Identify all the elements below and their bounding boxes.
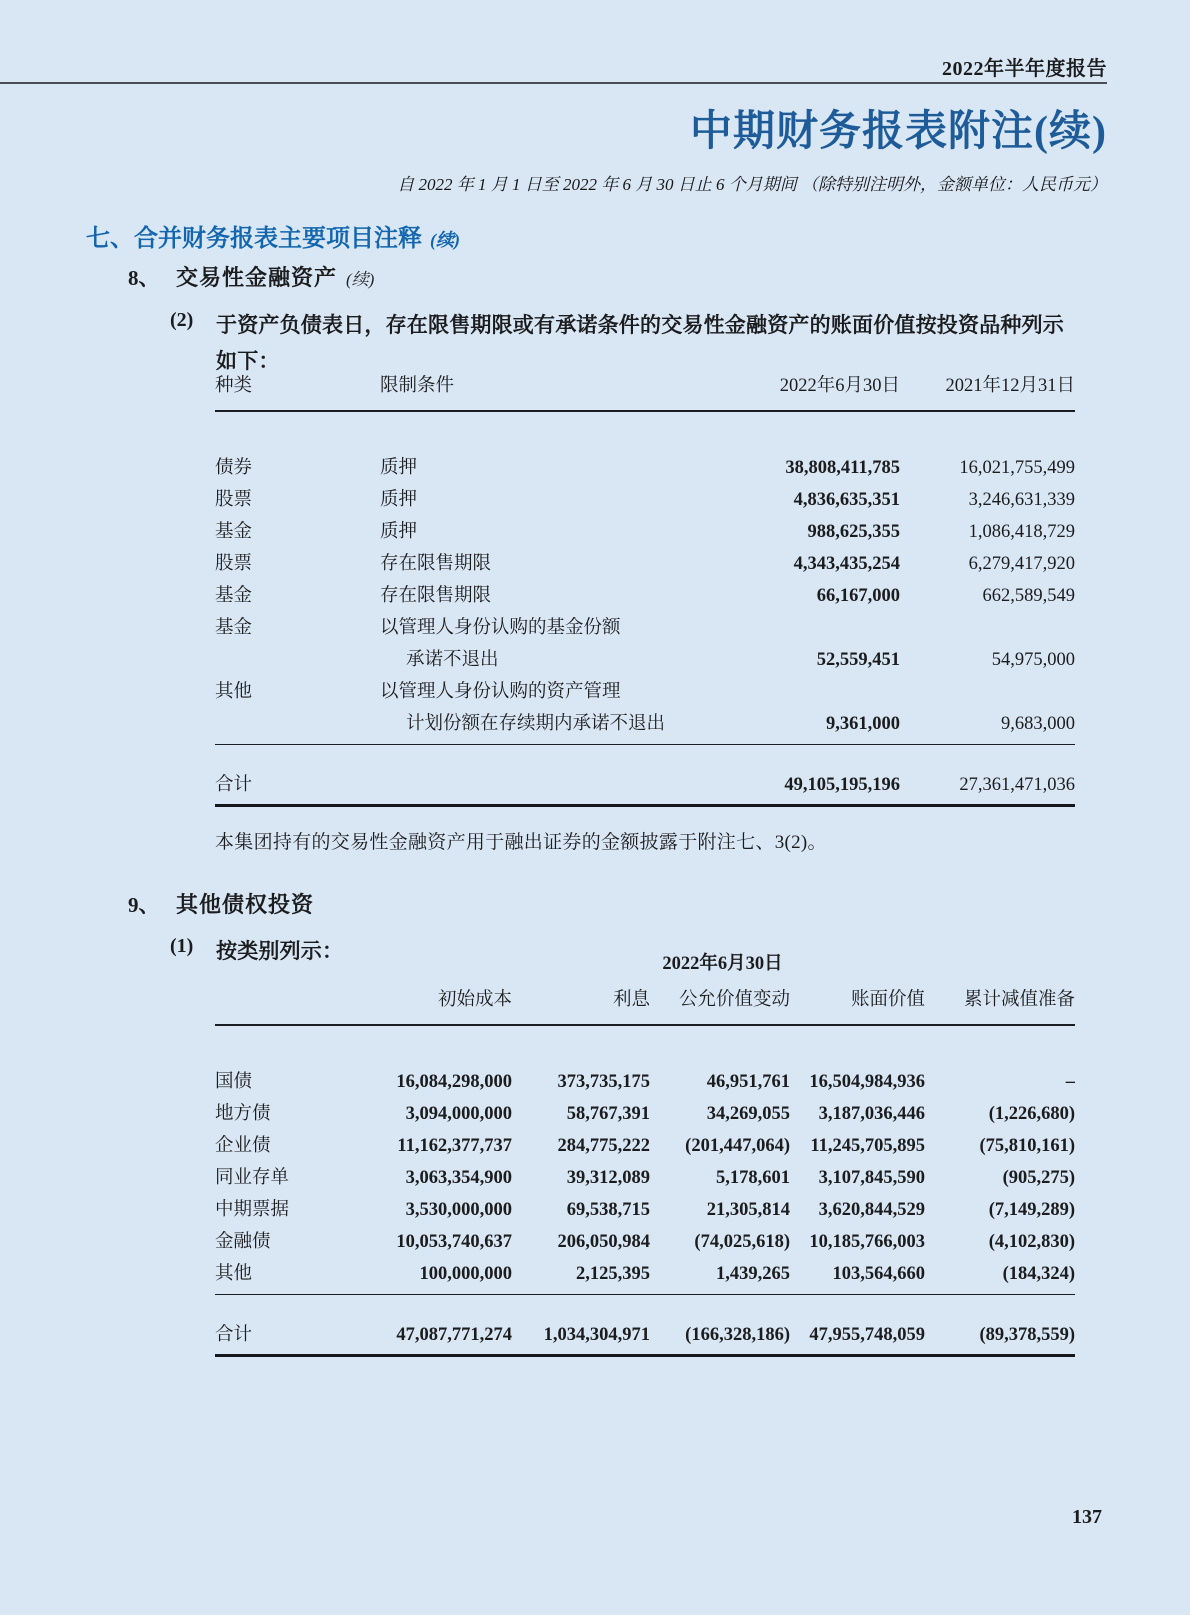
value-2021-cell: 54,975,000	[991, 650, 1075, 670]
table-row	[215, 484, 1075, 516]
section-7-heading	[86, 218, 460, 253]
table-row	[215, 1130, 1075, 1162]
category-cell: 其他	[215, 1258, 370, 1295]
condition-cell: 计划份额在存续期内承诺不退出	[380, 708, 680, 745]
section-8-continued-marker: (续)	[346, 270, 375, 289]
column-header-impairment: 累计减值准备	[925, 984, 1075, 1025]
table-row	[215, 1226, 1075, 1258]
total-2021-cell: 27,361,471,036	[900, 745, 1075, 806]
item-2-text: 于资产负债表日，存在限售期限或有承诺条件的交易性金融资产的账面价值按投资品种列示如下：	[216, 313, 1064, 374]
condition-cell: 承诺不退出	[406, 650, 499, 670]
carrying-value-cell: 16,504,984,936	[809, 1072, 925, 1092]
value-2022-cell: 9,361,000	[680, 708, 900, 745]
carrying-value-cell: 3,187,036,446	[818, 1104, 925, 1124]
value-2021-cell: 662,589,549	[982, 586, 1075, 606]
restricted-table-body	[215, 411, 1075, 745]
item-2-paragraph	[170, 307, 1078, 379]
restricted-table-header	[215, 370, 1075, 411]
other-debt-investments-table	[215, 952, 1075, 1357]
value-2021-cell: 1,086,418,729	[968, 522, 1075, 542]
value-2022-cell: 4,343,435,254	[793, 554, 900, 574]
interest-cell: 39,312,089	[566, 1168, 650, 1188]
table-row	[215, 644, 1075, 676]
interest-cell: 69,538,715	[566, 1200, 650, 1220]
value-2022-cell	[680, 612, 900, 644]
value-2021-cell	[900, 676, 1075, 708]
footnote-text: 本集团持有的交易性金融资产用于融出证券的金额披露于附注七、3(2)。	[215, 832, 827, 853]
report-header-label: 2022年半年度报告	[942, 58, 1107, 80]
initial-cost-cell: 10,053,740,637	[396, 1232, 512, 1252]
table-row	[215, 745, 1075, 806]
debt-table-total	[215, 1295, 1075, 1356]
table-row	[215, 612, 1075, 644]
kind-cell: 基金	[215, 522, 253, 542]
section-7-continued-marker: (续)	[430, 230, 460, 250]
table-row	[215, 676, 1075, 708]
total-impairment-cell: (89,378,559)	[925, 1295, 1075, 1356]
period-header-row	[215, 952, 1075, 984]
kind-cell: 股票	[215, 490, 253, 510]
fair-value-change-cell: 34,269,055	[706, 1104, 790, 1124]
restricted-table-total	[215, 745, 1075, 806]
section-8-title: 交易性金融资产	[176, 265, 338, 290]
item-2-number: (2)	[170, 309, 194, 331]
table-row	[215, 708, 1075, 745]
impairment-cell: (75,810,161)	[979, 1136, 1076, 1156]
interest-cell: 284,775,222	[557, 1136, 650, 1156]
interest-cell: 58,767,391	[566, 1104, 650, 1124]
kind-cell: 基金	[215, 618, 253, 638]
period-header-label: 2022年6月30日	[662, 954, 783, 974]
interest-cell: 2,125,395	[512, 1258, 650, 1295]
kind-cell: 基金	[215, 586, 253, 606]
section-9-heading	[128, 888, 314, 919]
debt-table-header	[215, 952, 1075, 1025]
value-2022-cell: 52,559,451	[816, 650, 900, 670]
kind-cell	[215, 644, 380, 676]
fair-value-change-cell: (74,025,618)	[694, 1232, 790, 1252]
kind-cell: 债券	[215, 458, 253, 478]
column-header-condition: 限制条件	[380, 370, 680, 411]
category-cell: 金融债	[215, 1232, 271, 1252]
value-2022-cell: 4,836,635,351	[793, 490, 900, 510]
total-initial-cost-cell: 47,087,771,274	[370, 1295, 512, 1356]
value-2021-cell: 16,021,755,499	[959, 458, 1075, 478]
period-header-spacer	[215, 952, 370, 984]
initial-cost-cell: 3,530,000,000	[405, 1200, 512, 1220]
table-row	[215, 1295, 1075, 1356]
category-cell: 同业存单	[215, 1168, 290, 1188]
table-row	[215, 1098, 1075, 1130]
carrying-value-cell: 3,620,844,529	[818, 1200, 925, 1220]
page-subtitle: 自 2022 年 1 月 1 日至 2022 年 6 月 30 日止 6 个月期间 （除特别注明外，金额单位：人民币元）	[397, 175, 1107, 194]
value-2022-cell: 38,808,411,785	[785, 458, 900, 478]
kind-cell: 其他	[215, 682, 253, 702]
category-cell: 中期票据	[215, 1200, 290, 1220]
total-interest-cell: 1,034,304,971	[512, 1295, 650, 1356]
section-8-number: 8、	[128, 266, 160, 290]
column-header-2022: 2022年6月30日	[680, 370, 900, 411]
table-header-row	[215, 370, 1075, 411]
carrying-value-cell: 3,107,845,590	[818, 1168, 925, 1188]
debt-table-body	[215, 1025, 1075, 1295]
value-2022-cell: 988,625,355	[807, 522, 900, 542]
impairment-cell: –	[1065, 1072, 1076, 1092]
initial-cost-cell: 16,084,298,000	[396, 1072, 512, 1092]
condition-cell: 质押	[380, 490, 418, 510]
value-2021-cell: 9,683,000	[900, 708, 1075, 745]
table-header-row	[215, 984, 1075, 1025]
header-rule	[0, 82, 1107, 84]
fair-value-change-cell: (201,447,064)	[685, 1136, 790, 1156]
initial-cost-cell: 100,000,000	[370, 1258, 512, 1295]
item-1-number: (1)	[170, 935, 194, 957]
total-label-cell: 合计	[215, 1295, 370, 1356]
kind-cell	[215, 708, 380, 745]
column-header-fair-value-change: 公允价值变动	[650, 984, 790, 1025]
carrying-value-cell: 10,185,766,003	[809, 1232, 925, 1252]
column-header-interest: 利息	[512, 984, 650, 1025]
table-row	[215, 1162, 1075, 1194]
table-row	[215, 580, 1075, 612]
page-title: 中期财务报表附注(续)	[690, 109, 1107, 155]
condition-cell: 存在限售期限	[380, 554, 492, 574]
section-8-heading	[128, 261, 374, 292]
initial-cost-cell: 11,162,377,737	[397, 1136, 512, 1156]
total-fair-value-change-cell: (166,328,186)	[650, 1295, 790, 1356]
impairment-cell: (7,149,289)	[988, 1200, 1076, 1220]
initial-cost-cell: 3,063,354,900	[405, 1168, 512, 1188]
impairment-cell: (4,102,830)	[988, 1232, 1076, 1252]
carrying-value-cell: 103,564,660	[790, 1258, 925, 1295]
restricted-trading-assets-table	[215, 370, 1075, 807]
value-2021-cell: 3,246,631,339	[968, 490, 1075, 510]
column-header-initial-cost: 初始成本	[370, 984, 512, 1025]
impairment-cell: (905,275)	[1002, 1168, 1076, 1188]
interest-cell: 373,735,175	[557, 1072, 650, 1092]
section-9-title: 其他债权投资	[176, 892, 315, 917]
value-2022-cell	[680, 676, 900, 708]
category-cell: 企业债	[215, 1136, 271, 1156]
interest-cell: 206,050,984	[557, 1232, 650, 1252]
column-header-kind: 种类	[215, 370, 380, 411]
value-2021-cell	[900, 612, 1075, 644]
total-2022-cell: 49,105,195,196	[680, 745, 900, 806]
condition-cell: 以管理人身份认购的基金份额	[380, 618, 621, 638]
initial-cost-cell: 3,094,000,000	[405, 1104, 512, 1124]
section-9-number: 9、	[128, 893, 160, 917]
column-header-carrying-value: 账面价值	[790, 984, 925, 1025]
item-1-text: 按类别列示：	[216, 939, 344, 963]
table-row	[215, 516, 1075, 548]
column-header-2021: 2021年12月31日	[900, 370, 1075, 411]
impairment-cell: (1,226,680)	[988, 1104, 1076, 1124]
condition-cell: 质押	[380, 458, 418, 478]
fair-value-change-cell: 46,951,761	[706, 1072, 790, 1092]
condition-cell: 质押	[380, 522, 418, 542]
table-row	[215, 548, 1075, 580]
section-7-title: 七、合并财务报表主要项目注释	[86, 226, 422, 252]
total-label-cell: 合计	[215, 745, 380, 806]
page-number: 137	[1072, 1506, 1102, 1528]
table-row	[215, 1025, 1075, 1098]
table-row	[215, 1194, 1075, 1226]
table-row	[215, 1258, 1075, 1295]
category-cell: 国债	[215, 1072, 253, 1092]
value-2022-cell: 66,167,000	[816, 586, 900, 606]
value-2021-cell: 6,279,417,920	[968, 554, 1075, 574]
total-carrying-value-cell: 47,955,748,059	[790, 1295, 925, 1356]
impairment-cell: (184,324)	[925, 1258, 1075, 1295]
fair-value-change-cell: 5,178,601	[716, 1168, 790, 1188]
column-header-category	[215, 984, 370, 1025]
kind-cell: 股票	[215, 554, 253, 574]
fair-value-change-cell: 21,305,814	[706, 1200, 790, 1220]
condition-cell: 存在限售期限	[380, 586, 492, 606]
fair-value-change-cell: 1,439,265	[650, 1258, 790, 1295]
empty-cell	[380, 745, 680, 806]
category-cell: 地方债	[215, 1104, 271, 1124]
condition-cell: 以管理人身份认购的资产管理	[380, 682, 621, 702]
carrying-value-cell: 11,245,705,895	[810, 1136, 925, 1156]
table-row	[215, 411, 1075, 484]
